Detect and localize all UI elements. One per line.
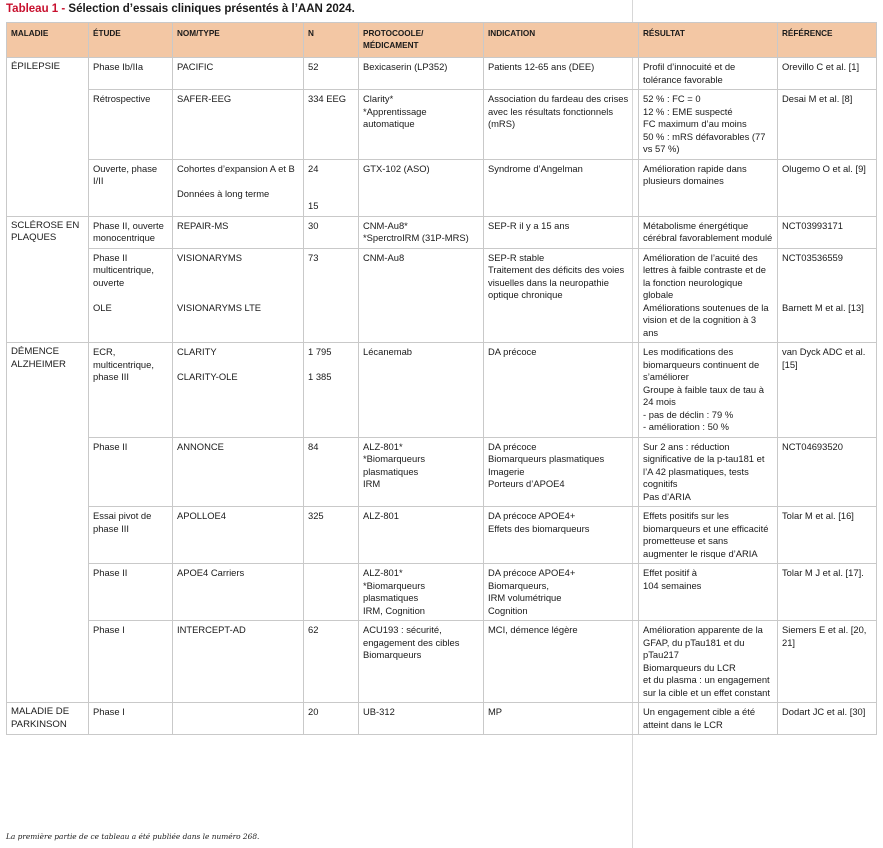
reference-cell [778,343,877,438]
cell-line: ALZ-801 [363,510,399,521]
cell-line: GTX-102 (ASO) [363,162,430,174]
protocol-cell [359,564,484,621]
cell-line [177,277,299,290]
header-resultat: RÉSULTAT [639,23,778,58]
cell-line: Porteurs d’APOE4 [488,478,565,489]
cell-line: Un engagement cible a été atteint dans le LCR [643,706,756,730]
header-etude: ÉTUDE [89,23,173,58]
indication-cell [484,248,639,343]
indication-cell [484,216,639,248]
header-reference: RÉFÉRENCE [778,23,877,58]
name-cell [173,564,304,621]
protocol-cell [359,159,484,216]
table-row [7,90,877,160]
n-cell [304,621,359,703]
cell-line: - pas de déclin : 79 % [643,408,734,420]
cell-line: Clarity* [363,93,394,104]
protocol-cell [359,248,484,343]
cell-line: ALZ-801* [363,440,403,452]
cell-line: MCI, démence légère [488,624,578,635]
cell-line [177,264,299,277]
table-caption [6,3,355,15]
cell-line: Effets des biomarqueurs [488,522,590,534]
reference-cell [778,216,877,248]
table-caption-text: Sélection d’essais cliniques présentés à l’AAN 2024. [68,3,355,15]
cell-line: APOE4 Carriers [177,567,245,578]
cell-line: Pas d’ARIA [643,490,691,502]
n-cell [304,343,359,438]
study-cell [89,248,173,343]
cell-line: Améliorations soutenues de la vision et de la cognition à 3 ans [643,301,769,338]
cell-line: UB-312 [363,706,395,717]
cell-line: NCT04693520 [782,440,843,452]
protocol-cell [359,58,484,90]
cell-line: Phase I [93,624,125,635]
cell-line: IRM volumétrique [488,592,562,603]
result-cell [639,248,778,343]
cell-line: DA précoce APOE4+ [488,510,576,521]
cell-line: FC maximum d’au moins [643,118,747,129]
cell-line: Ouverte, phase I/II [93,162,158,186]
cell-line: Biomarqueurs du LCR [643,661,736,673]
cell-line: 104 semaines [643,579,702,591]
cell-line: CNM-Au8 [363,251,405,263]
header-protocole: PROTOCOOLE/ MÉDICAMENT [359,23,484,58]
cell-line: DA précoce [488,440,537,452]
cell-line: 325 [308,510,324,521]
cell-line: Sur 2 ans : réduction significative de la p-tau181 et l’A 42 plasmatiques, tests cognitifs [643,440,765,489]
cell-line: 15 [308,200,319,211]
cell-line: ACU193 : sécurité, engagement des cibles [363,624,460,648]
cell-line: Les modifications des biomarqueurs continuent de s’améliorer [643,346,760,382]
cell-line: Rétrospective [93,93,151,104]
reference-cell [778,159,877,216]
disease-cell: DÉMENCE ALZHEIMER [7,343,89,703]
indication-cell [484,343,639,438]
table-caption-label: Tableau 1 - [6,3,66,15]
cell-line: Phase II [93,567,128,578]
cell-line: *Biomarqueurs plasmatiques [363,579,426,603]
result-cell [639,564,778,621]
indication-cell [484,507,639,564]
name-cell [173,58,304,90]
cell-line: 50 % : mRS défavorables (77 vs 57 %) [643,130,766,154]
cell-line: 84 [308,440,319,452]
indication-cell [484,159,639,216]
protocol-cell [359,437,484,507]
protocol-cell [359,90,484,160]
table-row [7,437,877,507]
cell-line: CLARITY [177,346,217,357]
cell-line: Groupe à faible taux de tau à 24 mois [643,383,764,407]
name-cell [173,90,304,160]
protocol-cell [359,621,484,703]
table-row [7,621,877,703]
table-body [7,58,877,735]
cell-line: PACIFIC [177,61,214,72]
cell-line: 52 % : FC = 0 [643,93,701,104]
cell-line: Phase I [93,706,125,717]
disease-cell: ÉPILEPSIE [7,58,89,217]
result-cell [639,58,778,90]
header-indication: INDICATION [484,23,639,58]
cell-line [177,175,299,188]
study-cell [89,90,173,160]
cell-line: Cohortes d’expansion A et B [177,162,295,174]
table-row [7,564,877,621]
study-cell [89,437,173,507]
cell-line: Traitement des déficits des voies visuelles dans la neuropathie optique chronique [488,264,625,300]
table-row [7,216,877,248]
cell-line: DA précoce APOE4+ [488,567,576,578]
n-cell [304,159,359,216]
cell-line: - amélioration : 50 % [643,421,729,432]
result-cell [639,90,778,160]
cell-line: ECR, multicentrique, phase III [93,346,154,382]
cell-line [177,289,299,302]
cell-line: Essai pivot de phase III [93,510,152,534]
cell-line: 334 EEG [308,93,347,104]
cell-line: OLE [93,301,112,313]
cell-line: Phase Ib/IIa [93,61,144,72]
reference-cell [778,621,877,703]
cell-line: Profil d’innocuité et de tolérance favorable [643,61,736,85]
result-cell [639,216,778,248]
table-header-row [7,23,877,58]
indication-cell [484,58,639,90]
cell-line [782,277,872,290]
cell-line [308,175,354,188]
n-cell [304,437,359,507]
name-cell [173,159,304,216]
indication-cell [484,564,639,621]
study-cell [89,58,173,90]
protocol-cell [359,703,484,735]
result-cell [639,437,778,507]
cell-line: Phase II multicentrique, ouverte [93,251,154,288]
table-row [7,703,877,735]
cell-line [782,289,872,302]
indication-cell [484,621,639,703]
header-maladie: MALADIE [7,23,89,58]
cell-line: Amélioration apparente de la GFAP, du pTau181 et du pTau217 [643,624,763,660]
cell-line: IRM, Cognition [363,604,426,616]
cell-line: van Dyck ADC et al. [15] [782,346,866,370]
indication-cell [484,90,639,160]
reference-cell [778,248,877,343]
indication-cell [484,437,639,507]
disease-cell: MALADIE DE PARKINSON [7,703,89,735]
cell-line: Syndrome d’Angelman [488,162,583,174]
cell-line [177,359,299,372]
name-cell [173,216,304,248]
cell-line: Biomarqueurs plasmatiques [488,453,605,464]
cell-line: IRM [363,478,381,489]
cell-line: REPAIR-MS [177,219,229,231]
reference-cell [778,507,877,564]
study-cell [89,159,173,216]
cell-line: 12 % : EME suspecté [643,105,733,117]
result-cell [639,507,778,564]
cell-line: Association du fardeau des crises avec les résultats fonctionnels (mRS) [488,93,629,129]
cell-line: 73 [308,251,319,263]
cell-line: Dodart JC et al. [30] [782,706,866,717]
protocol-cell [359,216,484,248]
cell-line: et du plasma : un engagement sur la cible et un effet constant [643,674,770,698]
cell-line: *SperctroIRM (31P-MRS) [363,232,469,243]
cell-line: Effets positifs sur les biomarqueurs et une efficacité prometteuse et sans augmenter le risque d’ARIA [643,510,769,559]
cell-line: *Biomarqueurs plasmatiques [363,453,426,477]
reference-cell [778,703,877,735]
clinical-trials-table [6,22,877,735]
disease-cell: SCLÉROSE EN PLAQUES [7,216,89,343]
cell-line: Lécanemab [363,346,412,357]
cell-line: CNM-Au8* [363,219,408,231]
cell-line: NCT03536559 [782,251,843,263]
cell-line: Barnett M et al. [13] [782,301,864,313]
cell-line: CLARITY-OLE [177,371,238,382]
study-cell [89,507,173,564]
cell-line: Métabolisme énergétique cérébral favorablement modulé [643,219,773,243]
name-cell [173,248,304,343]
header-n: N [304,23,359,58]
n-cell [304,564,359,621]
cell-line: *Apprentissage automatique [363,105,427,129]
study-cell [89,703,173,735]
cell-line: 24 [308,162,319,174]
cell-line: Orevillo C et al. [1] [782,61,860,72]
name-cell [173,343,304,438]
protocol-cell [359,343,484,438]
cell-line [308,188,354,201]
table-row [7,159,877,216]
cell-line: Desai M et al. [8] [782,93,853,104]
study-cell [89,564,173,621]
cell-line: SAFER-EEG [177,93,232,104]
reference-cell [778,90,877,160]
n-cell [304,703,359,735]
cell-line: Olugemo O et al. [9] [782,162,866,174]
cell-line: Phase II, ouverte monocentrique [93,219,164,243]
cell-line: Siemers E et al. [20, 21] [782,624,867,648]
result-cell [639,159,778,216]
table-row [7,343,877,438]
n-cell [304,507,359,564]
cell-line: SEP-R il y a 15 ans [488,219,570,231]
cell-line: 62 [308,624,319,635]
cell-line: VISIONARYMS LTE [177,301,262,313]
cell-line [308,359,354,372]
cell-line: NCT03993171 [782,219,843,231]
result-cell [639,343,778,438]
cell-line: Imagerie [488,465,525,477]
cell-line: MP [488,706,503,717]
study-cell [89,343,173,438]
cell-line: INTERCEPT-AD [177,624,246,635]
name-cell [173,437,304,507]
n-cell [304,216,359,248]
result-cell [639,703,778,735]
cell-line: Cognition [488,604,528,616]
result-cell [639,621,778,703]
n-cell [304,58,359,90]
table-row [7,248,877,343]
n-cell [304,248,359,343]
cell-line: Tolar M J et al. [17]. [782,567,864,578]
cell-line [308,567,354,580]
reference-cell [778,58,877,90]
name-cell [173,507,304,564]
protocol-cell [359,507,484,564]
cell-line: ALZ-801* [363,567,403,578]
study-cell [89,216,173,248]
cell-line: Effet positif à [643,567,698,578]
reference-cell [778,564,877,621]
cell-line: SEP-R stable [488,251,545,263]
cell-line: Données à long terme [177,187,270,199]
cell-line: Biomarqueurs [363,649,422,660]
cell-line: 52 [308,61,319,72]
cell-line: Patients 12-65 ans (DEE) [488,61,595,72]
header-nom-type: NOM/TYPE [173,23,304,58]
table-row [7,58,877,90]
reference-cell [778,437,877,507]
cell-line: Phase II [93,440,128,452]
cell-line: Amélioration rapide dans plusieurs domaines [643,162,747,186]
cell-line: Biomarqueurs, [488,579,549,591]
indication-cell [484,703,639,735]
cell-line [177,706,299,719]
cell-line: 30 [308,219,319,231]
cell-line: Bexicaserin (LP352) [363,61,448,72]
cell-line: Amélioration de l’acuité des lettres à faible contraste et de la fonction neurologique globale [643,251,766,300]
cell-line: 1 385 [308,371,332,382]
cell-line: ANNONCE [177,440,224,452]
cell-line [782,264,872,277]
footnote: La première partie de ce tableau a été publiée dans le numéro 268. [6,832,260,841]
cell-line: DA précoce [488,346,537,357]
name-cell [173,621,304,703]
cell-line [93,289,168,302]
cell-line: 1 795 [308,346,332,357]
n-cell [304,90,359,160]
cell-line: 20 [308,706,319,717]
name-cell [173,703,304,735]
cell-line: APOLLOE4 [177,510,226,521]
cell-line: VISIONARYMS [177,251,242,263]
cell-line: Tolar M et al. [16] [782,510,854,521]
study-cell [89,621,173,703]
table-row [7,507,877,564]
